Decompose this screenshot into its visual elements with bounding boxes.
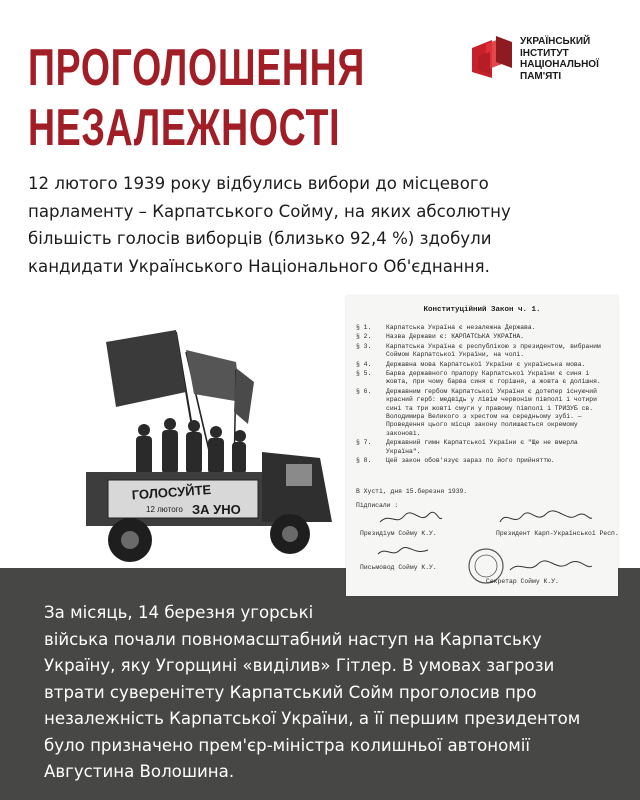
institute-logo [470, 32, 620, 82]
banner-text-1: ГОЛОСУЙТЕ [131, 481, 212, 503]
logo-line-2: ІНСТИТУТ [520, 47, 569, 59]
document-sig-2: Президент Карп-Української Респ. [496, 530, 619, 537]
document-title: Конституційний Закон ч. 1. [423, 306, 541, 314]
title-line-2: НЕЗАЛЕЖНОСТІ [28, 99, 341, 157]
banner-text-2: 12 лютого [146, 505, 183, 514]
document-item: § 7. Державний гимн Карпатської України є "Ще не вмерла Україна". [356, 439, 578, 455]
outro-line: війська почали повномасштабний наступ на Карпатську [44, 629, 542, 649]
intro-line: більшість голосів виборців (близько 92,4 %) здобули [28, 229, 492, 248]
document-sig-3: Письмовод Сойму К.У. [360, 564, 437, 571]
logo-line-4: ПАМ'ЯТІ [520, 70, 562, 82]
title-line-1: ПРОГОЛОШЕННЯ [28, 39, 366, 97]
page-title [28, 38, 366, 158]
outro-line: було призначено прем'єр-міністра колишньої автономії [44, 735, 530, 755]
logo-line-3: НАЦІОНАЛЬНОЇ [520, 59, 599, 70]
intro-line: кандидати Українського Національного Об'єднання. [28, 256, 490, 276]
outro-line: За місяць, 14 березня угорські [44, 603, 314, 622]
document-item: § 3. Карпатська Україна є республікою з президентом, вибраним Соймом Карпатської України, на чолі. [356, 342, 601, 359]
document-items [356, 324, 612, 467]
outro-paragraph [44, 600, 614, 786]
signature-3-icon [374, 544, 434, 560]
intro-paragraph [28, 170, 613, 280]
constitutional-law-document [346, 296, 618, 596]
document-item: § 1. Карпатська Україна є незалежна Держава. [356, 324, 536, 331]
document-item: § 6. Державним гербом Карпатської України є дотепер існуючий красний герб: медвідь у лівім червонім півполі і чотири сині та три жовті смуги у правому півполі і ТРИЗУБ св. Володимира Великого з хрестом на середньому зубі. — Проведення цього місця закону полишається окремому законові. [356, 387, 597, 437]
document-item: § 5. Барва державного прапору Карпатської України є синя і жовта, при чому барва синя є горішня, а жовта є долішня. [356, 370, 601, 386]
outro-line: втрати суверенітету Карпатський Сойм проголосив про [44, 682, 537, 702]
document-signed-label: Підписали : [356, 502, 399, 509]
banner-text-3: ЗА УНО [192, 502, 241, 517]
signature-1-icon [376, 510, 446, 528]
intro-line: 12 лютого 1939 року відбулись вибори до місцевого [28, 174, 489, 193]
document-item: § 2. Назва Держави є: КАРПАТСЬКА УКРАЇНА. [356, 333, 525, 341]
outro-line: незалежність Карпатської України, а її першим президентом [44, 709, 581, 728]
outro-line: Україну, яку Угорщині «виділив» Гітлер. В умовах загрози [44, 656, 555, 675]
logo-line-1: УКРАЇНСЬКИЙ [520, 36, 591, 47]
historic-truck-photo [86, 312, 336, 576]
signature-4-icon [506, 558, 596, 576]
document-item: § 8. Цей закон обов'язує зараз по його прийняттю. [356, 457, 555, 465]
document-sig-1: Президіум Сойму К.У. [360, 530, 437, 537]
document-item: § 4. Державна мова Карпатської України є українська мова. [356, 360, 586, 368]
document-sig-4: Секретар Сойму К.У. [486, 578, 559, 585]
intro-line: парламенту – Карпатського Сойму, на яких абсолютну [28, 201, 511, 221]
outro-line: Августина Волошина. [44, 762, 235, 781]
document-place-date: В Хусті, дня 15.березня 1939. [356, 488, 468, 495]
signature-2-icon [496, 508, 596, 528]
logo-text [520, 36, 599, 82]
logo-mark-icon [470, 34, 514, 80]
